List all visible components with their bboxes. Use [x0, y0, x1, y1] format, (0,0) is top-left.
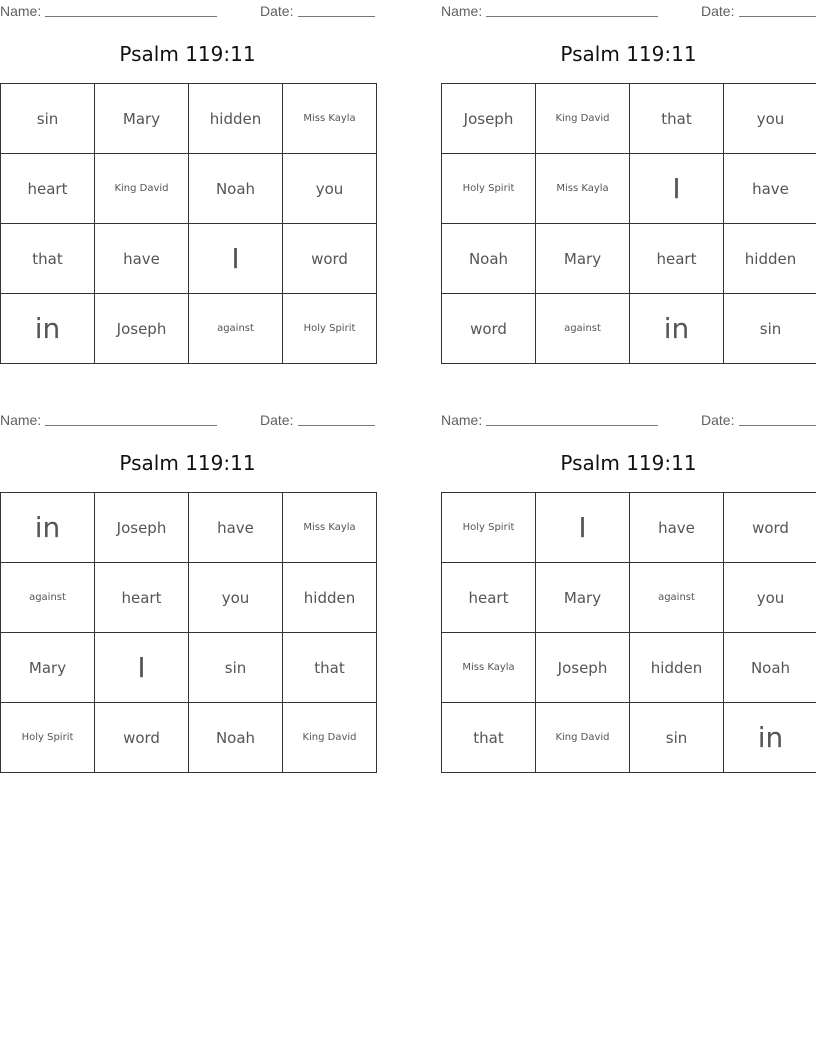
- grid-cell: hidden: [724, 224, 816, 294]
- grid-cell: against: [189, 294, 283, 364]
- grid-cell: I: [536, 493, 630, 563]
- bingo-grid: [0, 492, 377, 773]
- grid-row: [442, 154, 816, 224]
- grid-row: [1, 563, 377, 633]
- date-label: Date:: [701, 412, 735, 428]
- name-date-row: [441, 409, 816, 429]
- grid-cell: Miss Kayla: [442, 633, 536, 703]
- grid-cell: word: [283, 224, 377, 294]
- name-line: [486, 16, 658, 17]
- card-title: Psalm 119:11: [119, 451, 256, 475]
- grid-row: [1, 633, 377, 703]
- grid-cell: you: [724, 563, 816, 633]
- grid-cell: sin: [1, 84, 95, 154]
- grid-row: [442, 84, 816, 154]
- grid-row: [1, 224, 377, 294]
- grid-cell: Miss Kayla: [283, 84, 377, 154]
- grid-cell: that: [442, 703, 536, 773]
- card-title: Psalm 119:11: [560, 451, 697, 475]
- date-label: Date:: [260, 412, 294, 428]
- grid-cell: have: [724, 154, 816, 224]
- grid-cell: word: [95, 703, 189, 773]
- grid-row: [442, 294, 816, 364]
- grid-cell: sin: [724, 294, 816, 364]
- grid-cell: against: [536, 294, 630, 364]
- grid-cell: Noah: [189, 154, 283, 224]
- grid-cell: that: [630, 84, 724, 154]
- name-date-row: [0, 0, 375, 20]
- card-title: Psalm 119:11: [560, 42, 697, 66]
- grid-cell: I: [189, 224, 283, 294]
- name-line: [45, 16, 217, 17]
- grid-cell: I: [95, 633, 189, 703]
- grid-row: [442, 563, 816, 633]
- grid-cell: King David: [536, 84, 630, 154]
- date-label: Date:: [701, 3, 735, 19]
- grid-cell: that: [1, 224, 95, 294]
- grid-cell: word: [442, 294, 536, 364]
- grid-cell: hidden: [283, 563, 377, 633]
- bingo-card: [441, 409, 816, 754]
- bingo-grid: [441, 83, 816, 364]
- grid-cell: in: [1, 294, 95, 364]
- grid-cell: Miss Kayla: [536, 154, 630, 224]
- grid-cell: Holy Spirit: [283, 294, 377, 364]
- grid-cell: in: [630, 294, 724, 364]
- grid-cell: against: [630, 563, 724, 633]
- grid-cell: word: [724, 493, 816, 563]
- date-line: [298, 425, 375, 426]
- grid-cell: heart: [442, 563, 536, 633]
- bingo-grid: [0, 83, 377, 364]
- name-date-row: [441, 0, 816, 20]
- grid-cell: heart: [1, 154, 95, 224]
- grid-cell: King David: [283, 703, 377, 773]
- grid-row: [1, 84, 377, 154]
- grid-cell: Miss Kayla: [283, 493, 377, 563]
- grid-cell: Mary: [95, 84, 189, 154]
- grid-cell: you: [189, 563, 283, 633]
- name-label: Name:: [441, 3, 483, 19]
- grid-cell: Joseph: [95, 294, 189, 364]
- name-label: Name:: [0, 3, 42, 19]
- name-date-row: [0, 409, 375, 429]
- grid-cell: I: [630, 154, 724, 224]
- name-label: Name:: [441, 412, 483, 428]
- grid-row: [442, 493, 816, 563]
- grid-cell: Joseph: [536, 633, 630, 703]
- grid-cell: against: [1, 563, 95, 633]
- date-line: [298, 16, 375, 17]
- grid-cell: Mary: [536, 224, 630, 294]
- grid-cell: sin: [189, 633, 283, 703]
- grid-row: [1, 493, 377, 563]
- grid-cell: sin: [630, 703, 724, 773]
- grid-cell: Holy Spirit: [1, 703, 95, 773]
- date-label: Date:: [260, 3, 294, 19]
- grid-cell: King David: [536, 703, 630, 773]
- grid-row: [442, 224, 816, 294]
- grid-cell: Joseph: [442, 84, 536, 154]
- grid-cell: in: [1, 493, 95, 563]
- grid-row: [1, 294, 377, 364]
- grid-cell: that: [283, 633, 377, 703]
- grid-cell: hidden: [630, 633, 724, 703]
- grid-cell: heart: [95, 563, 189, 633]
- name-line: [45, 425, 217, 426]
- grid-cell: have: [95, 224, 189, 294]
- grid-cell: heart: [630, 224, 724, 294]
- grid-cell: Holy Spirit: [442, 493, 536, 563]
- grid-cell: King David: [95, 154, 189, 224]
- bingo-grid: [441, 492, 816, 773]
- grid-cell: Noah: [442, 224, 536, 294]
- grid-cell: Mary: [1, 633, 95, 703]
- grid-cell: Noah: [724, 633, 816, 703]
- grid-cell: Holy Spirit: [442, 154, 536, 224]
- grid-cell: Joseph: [95, 493, 189, 563]
- bingo-card: [441, 0, 816, 345]
- grid-cell: hidden: [189, 84, 283, 154]
- grid-cell: have: [189, 493, 283, 563]
- bingo-card: [0, 0, 375, 345]
- card-title: Psalm 119:11: [119, 42, 256, 66]
- grid-row: [1, 703, 377, 773]
- grid-row: [1, 154, 377, 224]
- grid-cell: have: [630, 493, 724, 563]
- date-line: [739, 425, 816, 426]
- grid-cell: Mary: [536, 563, 630, 633]
- bingo-card: [0, 409, 375, 747]
- grid-cell: you: [724, 84, 816, 154]
- name-line: [486, 425, 658, 426]
- name-label: Name:: [0, 412, 42, 428]
- grid-cell: Noah: [189, 703, 283, 773]
- grid-row: [442, 703, 816, 773]
- grid-cell: you: [283, 154, 377, 224]
- date-line: [739, 16, 816, 17]
- grid-row: [442, 633, 816, 703]
- grid-cell: in: [724, 703, 816, 773]
